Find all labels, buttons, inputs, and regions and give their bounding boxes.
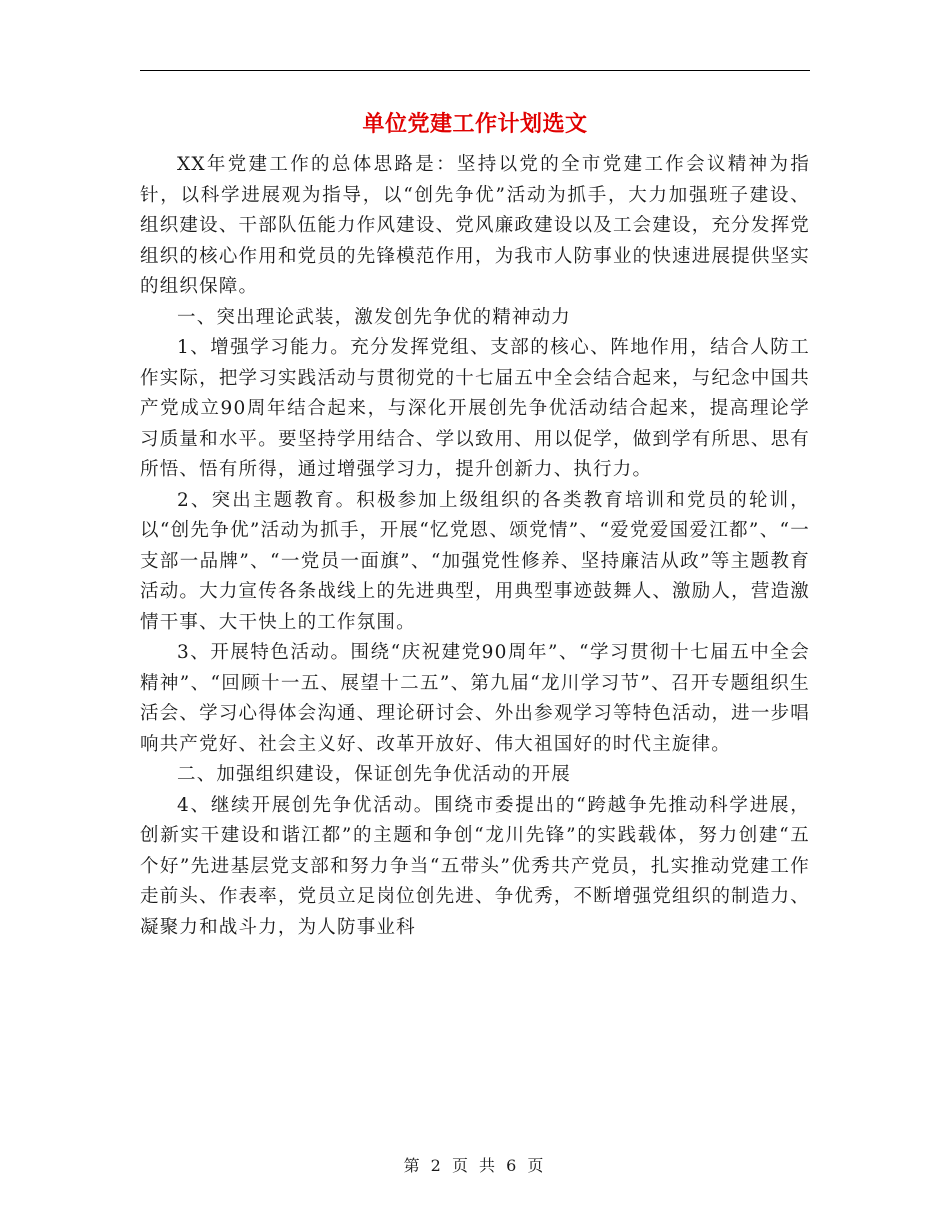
paragraph-item-4: 4、继续开展创先争优活动。围绕市委提出的“跨越争先推动科学进展，创新实干建设和谐江都”的主题和争创“龙川先锋”的实践载体，努力创建“五个好”先进基层党支部和努力争当“五带头”优秀共产党员，扎实推动党建工作走前头、作表率，党员立足岗位创先进、争优秀，不断增强党组织的制造力、凝聚力和战斗力，为人防事业科: [140, 794, 810, 938]
paragraph-item-2: 2、突出主题教育。积极参加上级组织的各类教育培训和党员的轮训，以“创先争优”活动为抓手，开展“忆党恩、颂党情”、“爱党爱国爱江都”、“一支部一品牌”、“一党员一面旗”、“加强党性修养、坚持廉洁从政”等主题教育活动。大力宣传各条战线上的先进典型，用典型事迹鼓舞人、激励人，营造激情干事、大干快上的工作氛围。: [140, 489, 810, 633]
document-title: 单位党建工作计划选文: [362, 112, 588, 137]
document-body: [140, 150, 810, 943]
paragraph-item-3: 3、开展特色活动。围绕“庆祝建党90周年”、“学习贯彻十七届五中全会精神”、“回顾十一五、展望十二五”、第九届“龙川学习节”、召开专题组织生活会、学习心得体会沟通、理论研讨会、外出参观学习等特色活动，进一步唱响共产党好、社会主义好、改革开放好、伟大祖国好的时代主旋律。: [140, 642, 810, 755]
header-rule: [140, 70, 810, 71]
page-number-footer: 第 2 页 共 6 页: [403, 1156, 547, 1175]
section-heading-2: 二、加强组织建设，保证创先争优活动的开展: [177, 764, 572, 785]
section-heading-1: 一、突出理论武装，激发创先争优的精神动力: [177, 306, 572, 328]
paragraph-item-1: 1、增强学习能力。充分发挥党组、支部的核心、阵地作用，结合人防工作实际，把学习实践活动与贯彻党的十七届五中全会结合起来，与纪念中国共产党成立90周年结合起来，与深化开展创先争优活动结合起来，提高理论学习质量和水平。要坚持学用结合、学以致用、用以促学，做到学有所思、思有所悟、悟有所得，通过增强学习力，提升创新力、执行力。: [140, 337, 810, 480]
paragraph-intro: XX年党建工作的总体思路是：坚持以党的全市党建工作会议精神为指针，以科学进展观为指导，以“创先争优”活动为抓手，大力加强班子建设、组织建设、干部队伍能力作风建设、党风廉政建设以及工会建设，充分发挥党组织的核心作用和党员的先锋模范作用，为我市人防事业的快速进展提供坚实的组织保障。: [140, 154, 810, 297]
